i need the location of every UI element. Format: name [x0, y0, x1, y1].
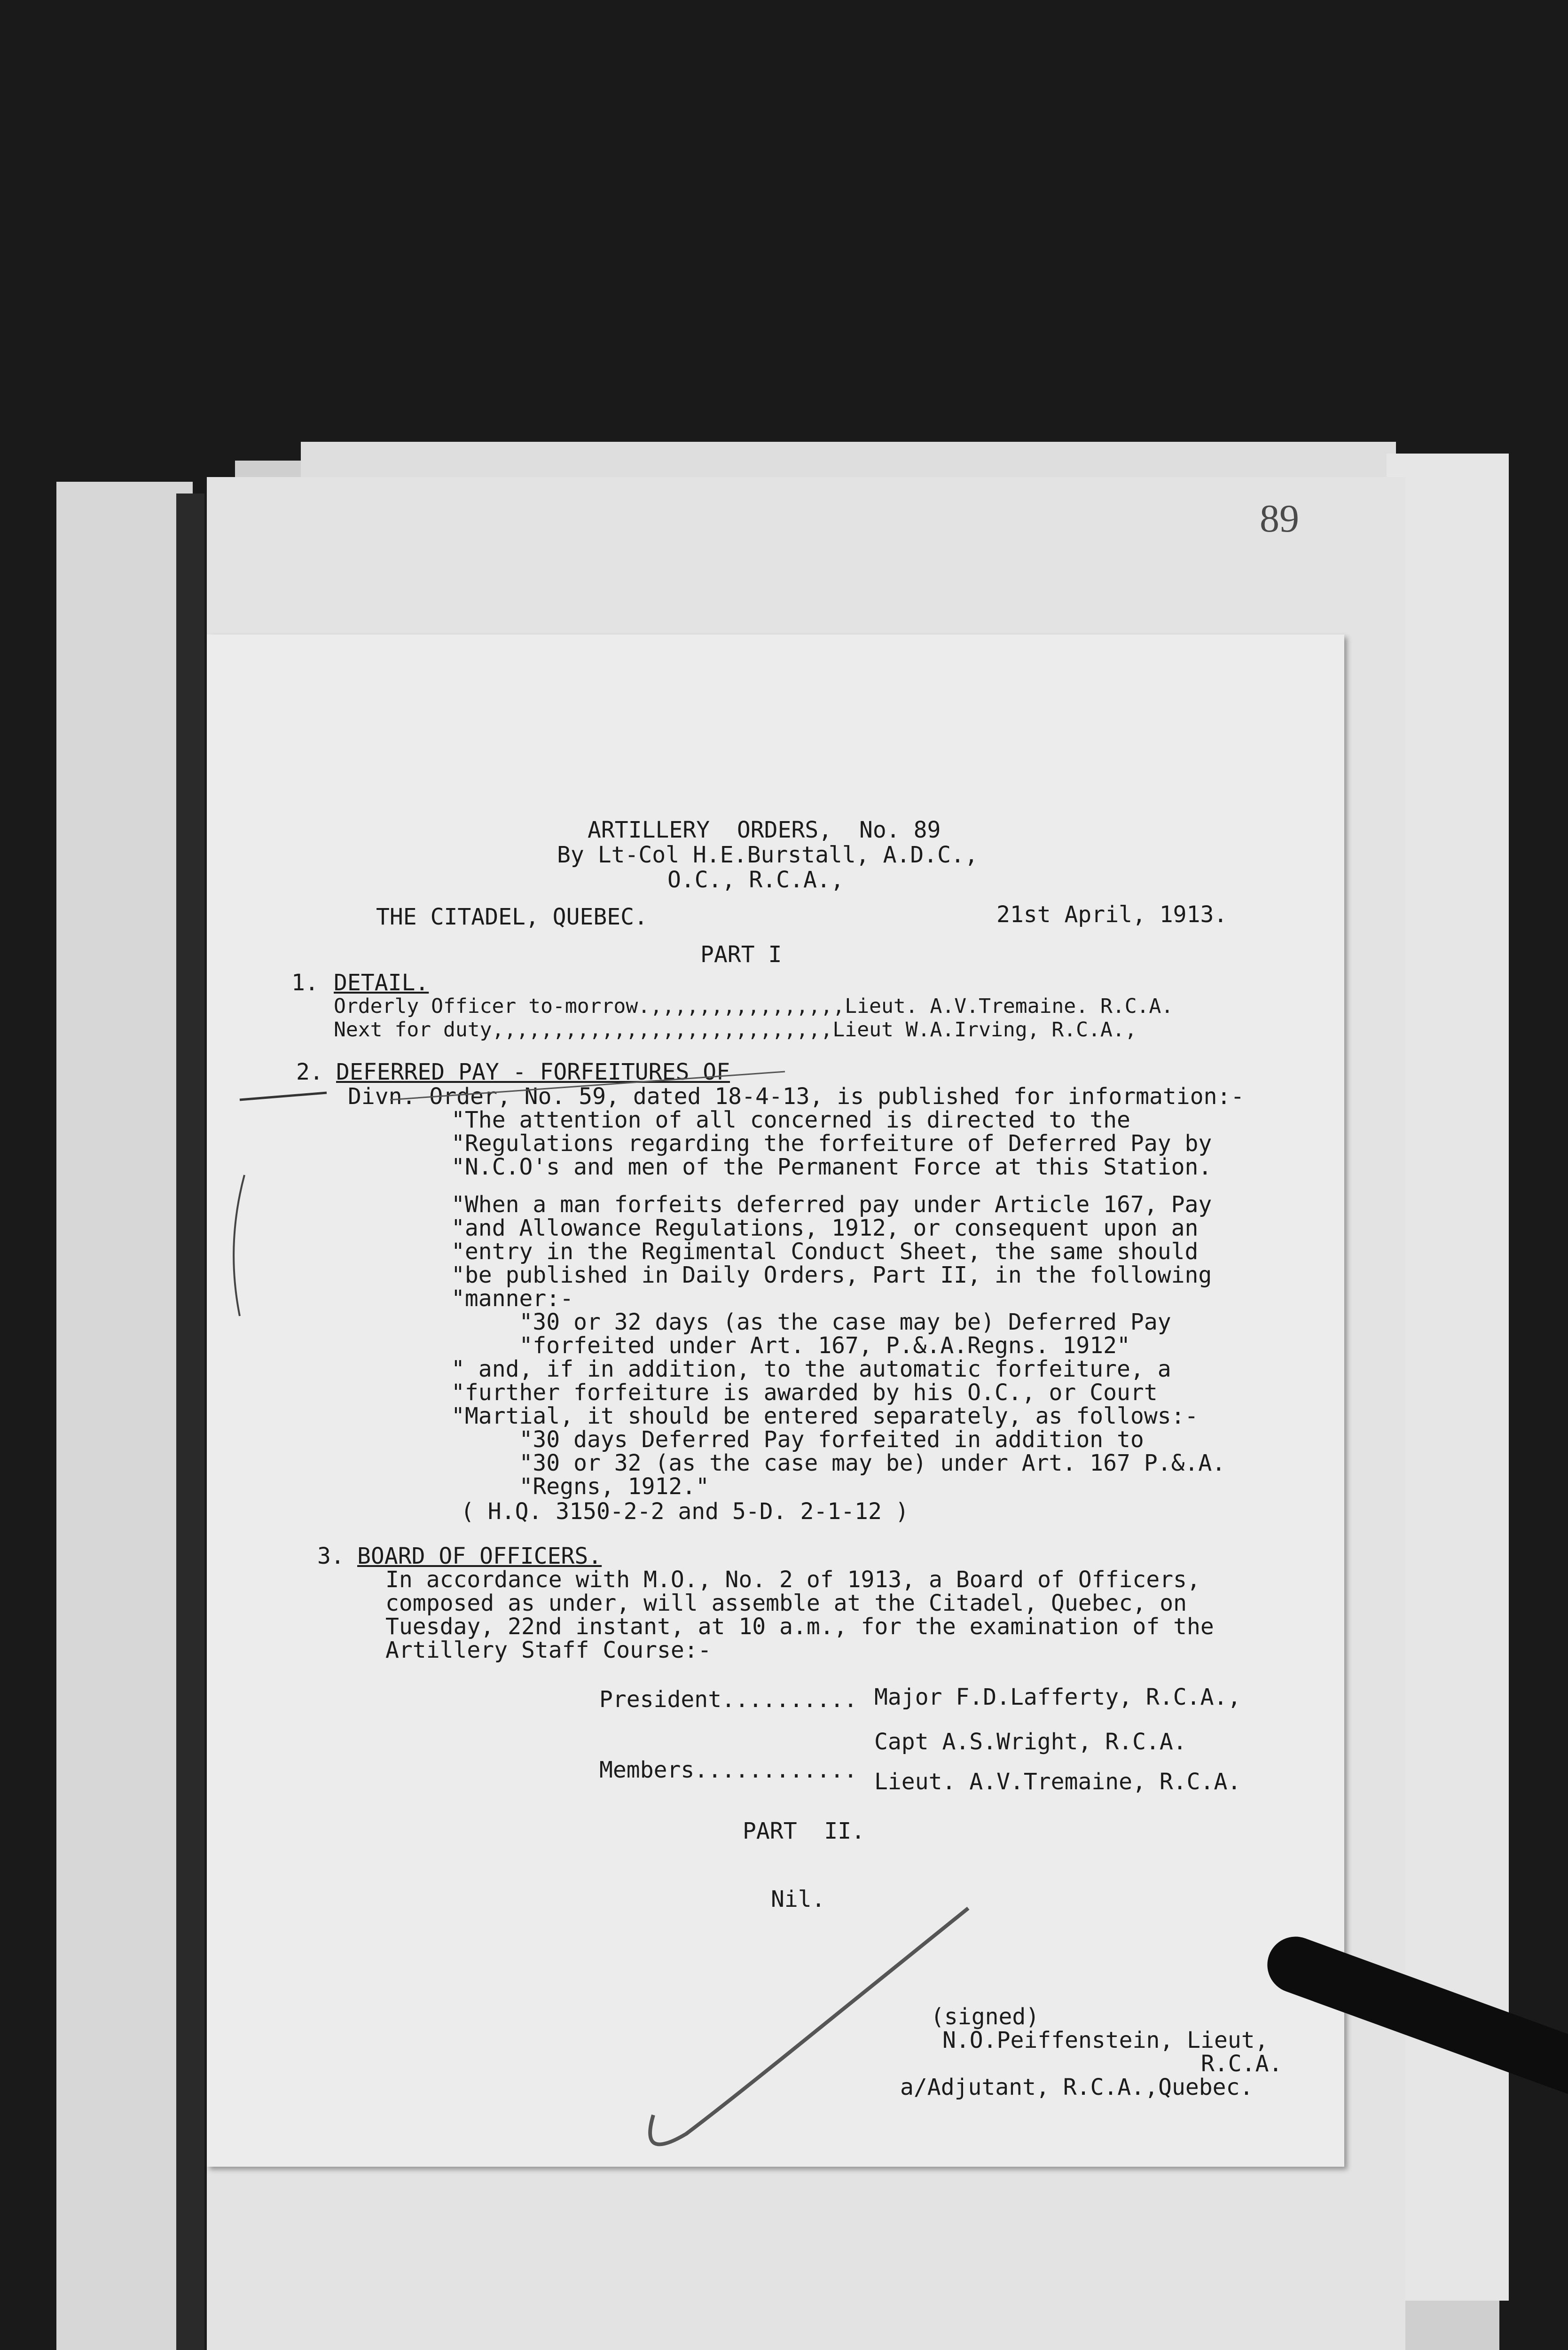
section3-line: Tuesday, 22nd instant, at 10 a.m., for the examination of the	[385, 1614, 1214, 1640]
page-number: 89	[1260, 497, 1299, 540]
orders-by-line: By Lt-Col H.E.Burstall, A.D.C.,	[557, 842, 978, 868]
section2-line: "forfeited under Art. 167, P.&.A.Regns. 1912"	[451, 1332, 1130, 1359]
pen-marks	[207, 634, 1344, 2167]
section2-line: "Martial, it should be entered separately, as follows:-	[451, 1403, 1199, 1429]
section2-line: " and, if in addition, to the automatic forfeiture, a	[451, 1356, 1171, 1382]
part2-heading: PART II.	[743, 1818, 865, 1844]
section2-line: Divn. Order, No. 59, dated 18-4-13, is published for information:-	[348, 1083, 1245, 1110]
section2-line: "Regns, 1912."	[451, 1473, 710, 1500]
signed-name: N.O.Peiffenstein, Lieut,	[942, 2027, 1269, 2053]
section3-title: BOARD OF OFFICERS.	[357, 1543, 602, 1569]
section3-line: Artillery Staff Course:-	[385, 1637, 712, 1663]
document-sheet	[207, 634, 1344, 2167]
signed-role: a/Adjutant, R.C.A.,Quebec.	[900, 2074, 1254, 2100]
section1-line2: Next for duty,,,,,,,,,,,,,,,,,,,,,,,,,,,,Lieut W.A.Irving, R.C.A.,	[334, 1018, 1137, 1042]
section3-line: In accordance with M.O., No. 2 of 1913, a Board of Officers,	[385, 1567, 1200, 1593]
background-card-top	[301, 442, 1396, 479]
signed-unit: R.C.A.	[1201, 2051, 1283, 2077]
section2-line: "The attention of all concerned is directed to the	[451, 1107, 1130, 1133]
orders-date: 21st April, 1913.	[996, 901, 1228, 928]
section2-line: "N.C.O's and men of the Permanent Force at this Station.	[451, 1154, 1212, 1180]
section3-number: 3.	[317, 1543, 345, 1569]
section2-reference: ( H.Q. 3150-2-2 and 5-D. 2-1-12 )	[461, 1498, 909, 1525]
section2-line: "Regulations regarding the forfeiture of Deferred Pay by	[451, 1130, 1212, 1157]
section3-line: composed as under, will assemble at the Citadel, Quebec, on	[385, 1590, 1187, 1616]
section2-line: "manner:-	[451, 1285, 574, 1312]
section2-line: "entry in the Regimental Conduct Sheet, the same should	[451, 1238, 1199, 1265]
members-label: Members............	[599, 1757, 858, 1783]
section2-line: "30 or 32 (as the case may be) under Art. 167 P.&.A.	[451, 1450, 1226, 1476]
left-card	[56, 482, 193, 2350]
section2-title: DEFERRED PAY - FORFEITURES OF	[336, 1059, 730, 1085]
section2-line: "30 days Deferred Pay forfeited in addition to	[451, 1426, 1144, 1453]
president-label: President..........	[599, 1686, 858, 1713]
binding-gap	[176, 494, 204, 2350]
part1-heading: PART I	[700, 941, 782, 968]
member1-value: Capt A.S.Wright, R.C.A.	[874, 1729, 1187, 1755]
member2-value: Lieut. A.V.Tremaine, R.C.A.	[874, 1769, 1241, 1795]
section1-number: 1.	[291, 970, 319, 996]
section2-line: "and Allowance Regulations, 1912, or consequent upon an	[451, 1215, 1199, 1241]
section2-line: "30 or 32 days (as the case may be) Deferred Pay	[451, 1309, 1171, 1335]
section2-line: "be published in Daily Orders, Part II, in the following	[451, 1262, 1212, 1288]
orders-title: ARTILLERY ORDERS, No. 89	[588, 817, 941, 843]
part2-body: Nil.	[771, 1886, 825, 1912]
section1-title: DETAIL.	[334, 970, 429, 996]
section2-line: "further forfeiture is awarded by his O.C., or Court	[451, 1379, 1158, 1406]
orders-rank-line: O.C., R.C.A.,	[667, 867, 844, 893]
section2-number: 2.	[296, 1059, 323, 1085]
section2-line: "When a man forfeits deferred pay under Article 167, Pay	[451, 1191, 1212, 1218]
president-value: Major F.D.Lafferty, R.C.A.,	[874, 1684, 1241, 1710]
orders-place: THE CITADEL, QUEBEC.	[376, 904, 648, 930]
section1-line1: Orderly Officer to-morrow.,,,,,,,,,,,,,,,,Lieut. A.V.Tremaine. R.C.A.	[334, 995, 1174, 1018]
signed-label: (signed)	[931, 2004, 1040, 2030]
